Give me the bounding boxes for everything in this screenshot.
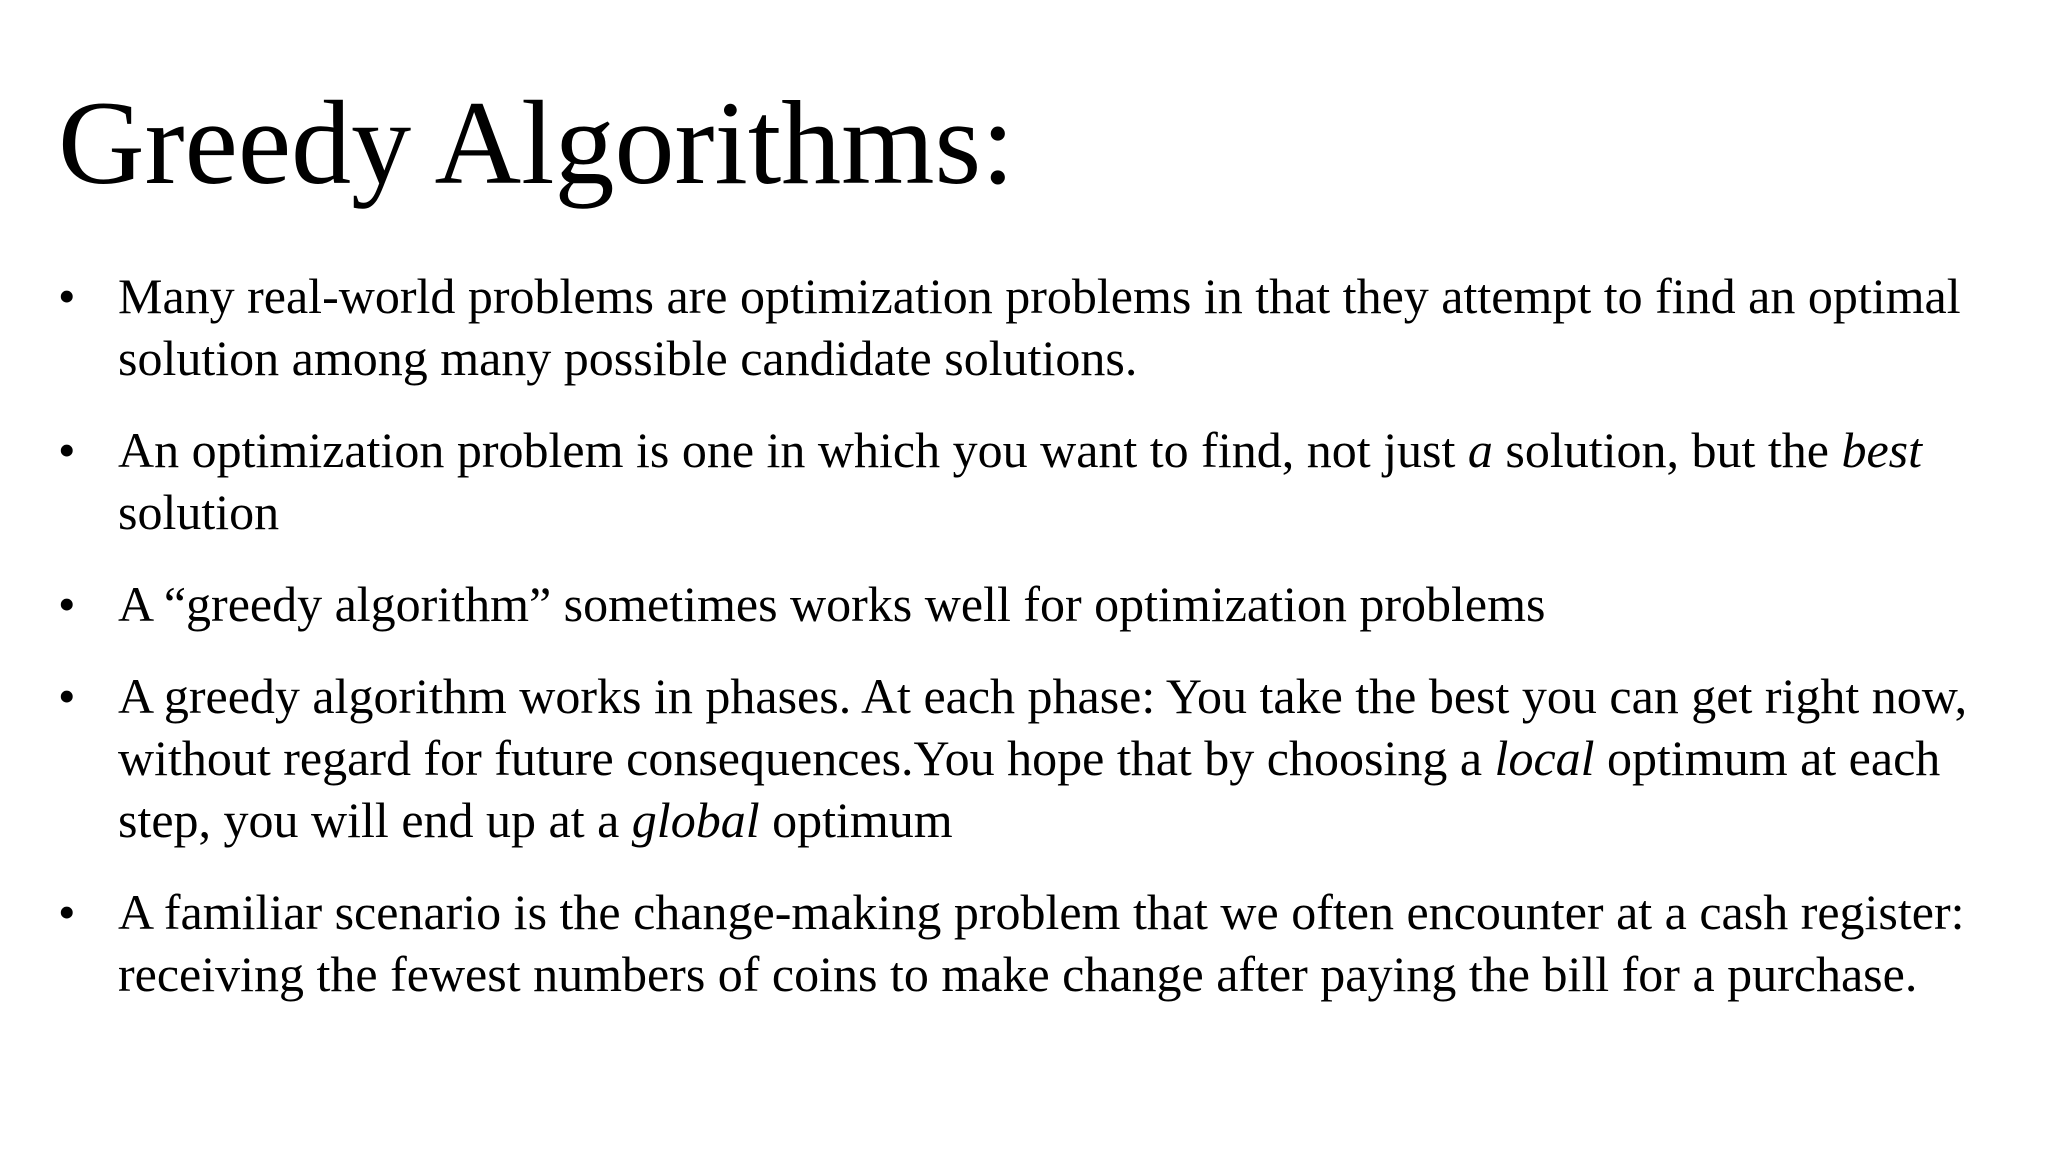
bullet-text-segment: A greedy algorithm works in phases. At each phase: You take the best you can get right now, without regard for future consequences.You hope that by choosing a [118,668,1968,786]
bullet-item [58,265,2018,389]
bullet-text-emphasis: best [1841,422,1923,478]
bullet-text [118,881,2018,1005]
bullet-text [118,265,2018,389]
bullet-text-segment: solution, but the [1492,422,1842,478]
bullet-dot-icon: • [58,422,76,478]
bullet-text [118,665,2018,851]
bullet-text-segment: solution [118,484,280,540]
bullet-text-segment: A familiar scenario is the change-making problem that we often encounter at a cash register: receiving the fewest numbers of coins to make change after paying the bill for a purchase. [118,884,1965,1002]
bullet-text-emphasis: a [1467,422,1493,478]
bullet-item [58,881,2018,1005]
bullet-dot-icon: • [58,884,76,940]
bullet-text-segment: Many real-world problems are optimization problems in that they attempt to find an optimal solution among many possible candidate solutions. [118,268,1961,386]
bullet-text [118,419,2018,543]
bullet-item [58,573,2018,635]
bullet-text-segment: An optimization problem is one in which you want to find, not just [118,422,1468,478]
bullet-dot-icon: • [58,576,76,632]
bullet-item [58,419,2018,543]
bullet-dot-icon: • [58,268,76,324]
bullet-dot-icon: • [58,668,76,724]
bullet-text-segment: optimum [759,792,953,848]
bullet-text [118,573,2018,635]
bullet-list [58,265,2018,1035]
bullet-text-segment: A “greedy algorithm” sometimes works well for optimization problems [118,576,1546,632]
bullet-text-emphasis: global [631,792,760,848]
bullet-item [58,665,2018,851]
slide-title: Greedy Algorithms: [58,76,1015,209]
bullet-text-emphasis: local [1494,730,1595,786]
bullet-text-segment: optimum at each step, you will end up at a [118,730,1941,848]
